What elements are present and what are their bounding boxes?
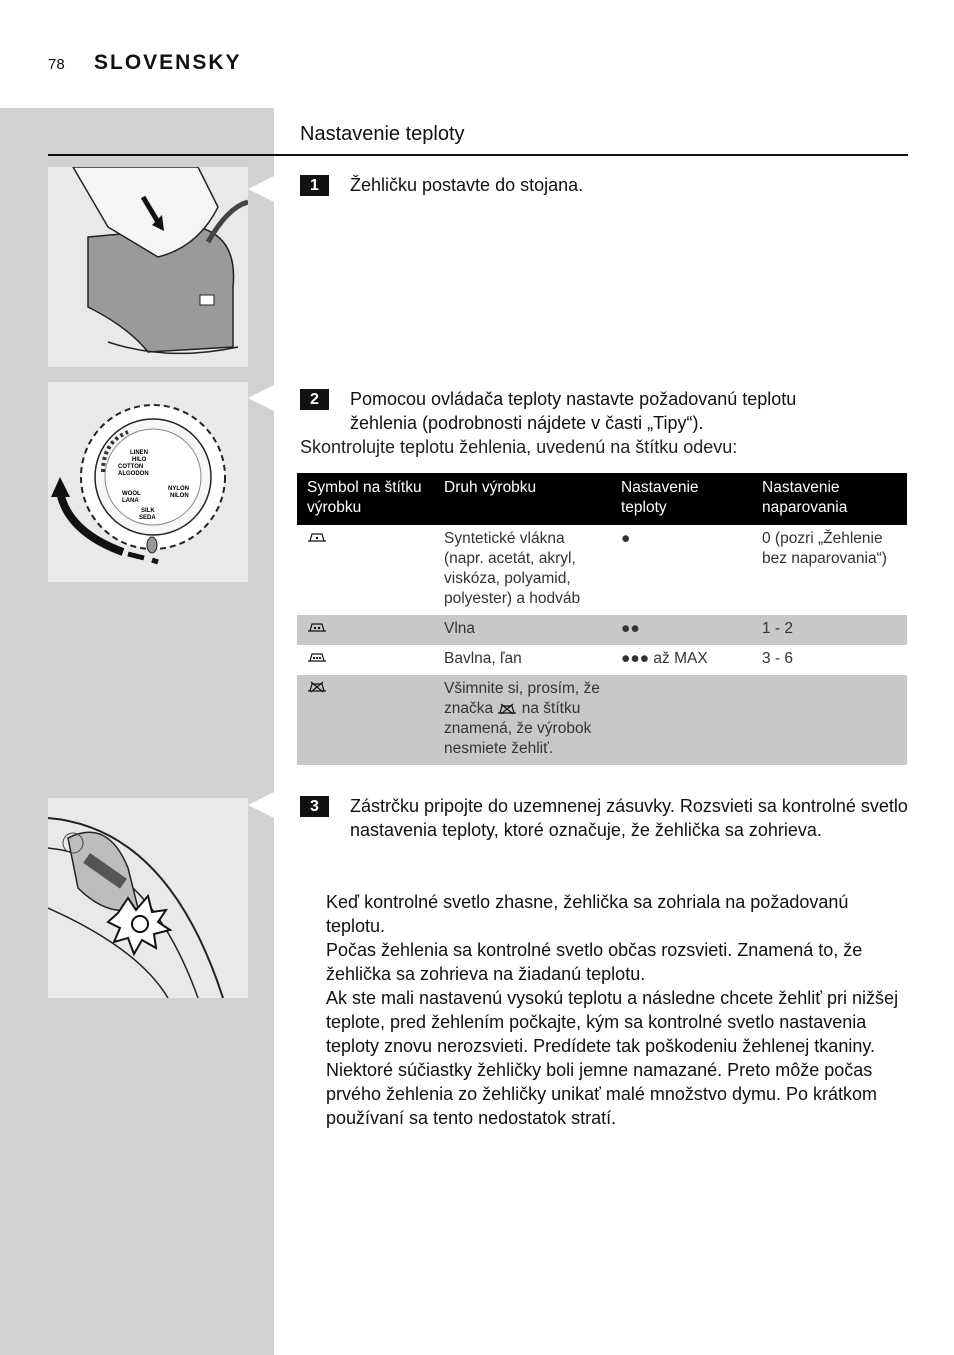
paragraph: Keď kontrolné svetlo zhasne, žehlička sa zohriala na požadovanú teplotu. <box>326 892 849 936</box>
section-title: Nastavenie teploty <box>300 123 465 145</box>
table-header-row <box>297 473 907 525</box>
fabric-type: Vlna <box>434 615 611 645</box>
temperature-setting: ●●● až MAX <box>621 650 708 667</box>
step-number-1: 1 <box>300 175 329 196</box>
illustration-pointer <box>248 792 274 818</box>
column-header: Nastavenie teploty <box>611 473 752 525</box>
dial-label-seda: SEDA <box>139 515 156 521</box>
no-iron-note-start: Všimnite si, prosím, že značka <box>444 680 600 717</box>
table-row <box>297 525 907 615</box>
step-number-3: 3 <box>300 796 329 817</box>
temperature-setting: ●● <box>611 615 752 645</box>
illustration-pointer <box>248 385 274 411</box>
column-header: Symbol na štítku výrobku <box>297 473 434 525</box>
language-heading: SLOVENSKY <box>94 51 242 74</box>
table-row <box>297 615 907 645</box>
illustration-pointer <box>248 176 274 202</box>
dial-label-lana: LANA <box>122 498 139 504</box>
dial-label-wool: WOOL <box>122 491 141 497</box>
temperature-setting <box>611 675 752 765</box>
step-number-2: 2 <box>300 389 329 410</box>
steam-setting <box>752 675 907 765</box>
dial-label-hilo: HILO <box>132 457 147 463</box>
iron-pilot-light-illustration <box>48 798 248 998</box>
iron-crossed-icon <box>497 703 517 715</box>
section-divider <box>48 154 908 156</box>
temperature-setting: ● <box>621 530 631 547</box>
iron-crossed-icon <box>307 681 327 693</box>
fabric-type: Bavlna, ľan <box>444 650 522 667</box>
fabric-type <box>434 675 611 765</box>
temperature-dial-illustration <box>48 382 248 582</box>
dial-label-nilon: NILON <box>170 493 189 499</box>
steam-setting: 1 - 2 <box>752 615 907 645</box>
dial-label-silk: SILK <box>141 508 155 514</box>
iron-three-dots-icon <box>307 651 327 663</box>
iron-one-dot-icon <box>307 531 327 543</box>
table-row <box>297 645 907 675</box>
column-header: Nastavenie naparovania <box>752 473 907 525</box>
iron-two-dots-icon <box>307 621 327 633</box>
dial-label-algodon: ALGODON <box>118 471 149 477</box>
step-2-text: Pomocou ovládača teploty nastavte požadovanú teplotu žehlenia (podrobnosti nájdete v časti „Tipy“). <box>350 389 797 433</box>
dial-label-linen: LINEN <box>130 450 148 456</box>
column-header: Druh výrobku <box>434 473 611 525</box>
ironing-temperature-table <box>297 473 907 765</box>
page-number: 78 <box>48 56 65 73</box>
step-3-text: Zástrčku pripojte do uzemnenej zásuvky. Rozsvieti sa kontrolné svetlo nastavenia teploty, ktoré označuje, že žehlička sa zohrieva. <box>350 796 908 840</box>
paragraph: Počas žehlenia sa kontrolné svetlo občas rozsvieti. Znamená to, že žehlička sa zohrieva na žiadanú teplotu. <box>326 940 863 984</box>
step-2-subtext: Skontrolujte teplotu žehlenia, uvedenú na štítku odevu: <box>300 437 738 457</box>
no-iron-note-end: na štítku znamená, že výrobok nesmiete žehliť. <box>444 700 592 757</box>
step-1-text: Žehličku postavte do stojana. <box>350 175 584 195</box>
dial-label-cotton: COTTON <box>118 464 144 470</box>
paragraph: Niektoré súčiastky žehličky boli jemne namazané. Preto môže počas prvého žehlenia zo žehličky unikať malé množstvo dymu. Po krátkom používaní sa tento nedostatok stratí. <box>326 1060 877 1128</box>
table-row <box>297 675 907 765</box>
dial-label-nylon: NYLON <box>168 486 189 492</box>
steam-setting: 3 - 6 <box>762 650 794 667</box>
fabric-type: Syntetické vlákna (napr. acetát, akryl, viskóza, polyamid, polyester) a hodváb <box>444 530 581 607</box>
paragraph: Ak ste mali nastavenú vysokú teplotu a následne chcete žehliť pri nižšej teplote, pred žehlením počkajte, kým sa kontrolné svetlo nastavenia teploty znovu nerozsvieti. Predídete tak poškodeniu žehlenej tkaniny. <box>326 988 899 1056</box>
steam-setting: 0 (pozri „Žehlenie bez naparovania“) <box>762 530 887 567</box>
body-paragraphs <box>326 890 911 1130</box>
iron-on-stand-illustration <box>48 167 248 367</box>
